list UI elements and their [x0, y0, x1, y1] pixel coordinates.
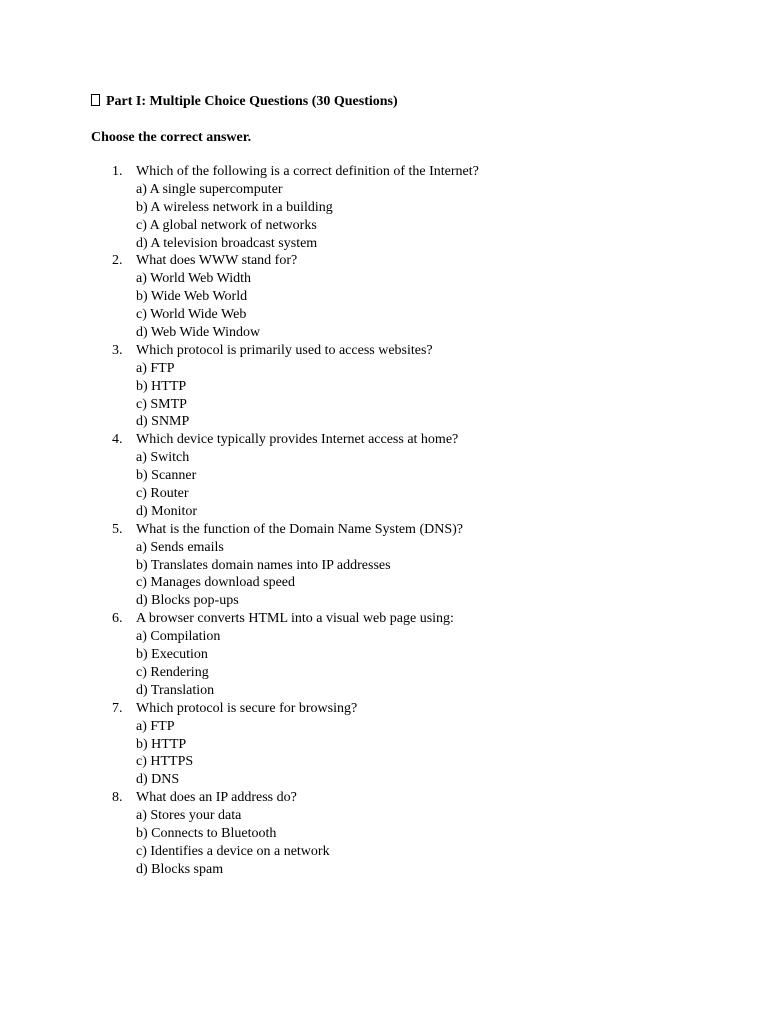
question-item: [0, 431, 768, 520]
answer-option: [0, 270, 768, 288]
answer-option: [0, 771, 768, 789]
answer-option: [0, 682, 768, 700]
answer-option-text: c) Manages download speed: [136, 575, 296, 591]
question-number: 6.: [112, 611, 123, 627]
question-text: Which protocol is secure for browsing?: [136, 700, 358, 716]
question-text: What is the function of the Domain Name System (DNS)?: [136, 521, 463, 537]
answer-option: [0, 628, 768, 646]
answer-option: [0, 485, 768, 503]
answer-option: [0, 413, 768, 431]
question-number: 8.: [112, 790, 123, 806]
answer-option: [0, 825, 768, 843]
answer-option-text: a) Sends emails: [136, 539, 224, 555]
answer-option-text: c) Rendering: [136, 664, 209, 680]
answer-option: [0, 449, 768, 467]
answer-option-text: a) World Web Width: [136, 271, 252, 287]
question-item: [0, 163, 768, 252]
answer-option-text: a) FTP: [136, 360, 175, 376]
answer-option-text: a) Compilation: [136, 629, 221, 645]
question-item: [0, 342, 768, 431]
answer-option: [0, 718, 768, 736]
question-text: Which device typically provides Internet access at home?: [136, 432, 459, 448]
question-number: 1.: [112, 164, 123, 179]
answer-option-text: b) Connects to Bluetooth: [136, 825, 277, 841]
question-list: [0, 163, 768, 879]
answer-option-text: d) Monitor: [136, 503, 198, 519]
answer-option-text: c) SMTP: [136, 396, 187, 412]
question-item: [0, 252, 768, 341]
answer-option: [0, 574, 768, 592]
question-text: What does WWW stand for?: [136, 253, 298, 269]
answer-option: [0, 199, 768, 217]
question-number: 5.: [112, 521, 123, 537]
answer-option-text: a) Stores your data: [136, 808, 242, 824]
answer-option: [0, 217, 768, 235]
answer-option-text: b) A wireless network in a building: [136, 199, 333, 215]
section-heading: [91, 92, 398, 112]
answer-option: [0, 467, 768, 485]
question-line: [0, 700, 768, 718]
answer-option-text: b) HTTP: [136, 378, 187, 394]
answer-option: [0, 843, 768, 861]
answer-option-text: c) HTTPS: [136, 754, 194, 770]
question-line: [0, 431, 768, 449]
question-line: [0, 610, 768, 628]
question-line: [0, 163, 768, 181]
answer-option-text: c) A global network of networks: [136, 217, 317, 233]
answer-option: [0, 396, 768, 414]
question-text: Which protocol is primarily used to access websites?: [136, 342, 433, 358]
question-item: [0, 610, 768, 699]
missing-glyph-box-icon: [91, 94, 100, 106]
answer-option-text: a) FTP: [136, 718, 175, 734]
answer-option: [0, 378, 768, 396]
question-number: 7.: [112, 700, 123, 716]
answer-option: [0, 324, 768, 342]
question-text: A browser converts HTML into a visual web page using:: [136, 611, 454, 627]
answer-option-text: c) World Wide Web: [136, 307, 247, 323]
answer-option-text: d) Translation: [136, 682, 215, 698]
answer-option: [0, 288, 768, 306]
answer-option: [0, 360, 768, 378]
question-line: [0, 789, 768, 807]
question-text: Which of the following is a correct definition of the Internet?: [136, 164, 479, 179]
answer-option-text: b) Execution: [136, 647, 208, 663]
answer-option-text: b) Scanner: [136, 468, 197, 484]
answer-option-text: c) Identifies a device on a network: [136, 843, 330, 859]
question-item: [0, 700, 768, 789]
question-item: [0, 789, 768, 878]
answer-option-text: c) Router: [136, 486, 189, 502]
answer-option: [0, 861, 768, 879]
answer-option: [0, 235, 768, 253]
section-instruction: Choose the correct answer.: [91, 130, 252, 145]
answer-option-text: d) DNS: [136, 772, 180, 788]
answer-option: [0, 306, 768, 324]
answer-option-text: a) A single supercomputer: [136, 181, 283, 197]
answer-option: [0, 753, 768, 771]
answer-option-text: d) Blocks pop-ups: [136, 593, 239, 609]
answer-option: [0, 557, 768, 575]
answer-option: [0, 181, 768, 199]
answer-option-text: d) A television broadcast system: [136, 235, 318, 251]
answer-option: [0, 736, 768, 754]
section-title: Part I: Multiple Choice Questions (30 Questions): [106, 94, 398, 109]
question-item: [0, 521, 768, 610]
answer-option-text: b) Wide Web World: [136, 289, 248, 305]
question-text: What does an IP address do?: [136, 790, 297, 806]
answer-option: [0, 646, 768, 664]
question-number: 4.: [112, 432, 123, 448]
answer-option-text: d) Web Wide Window: [136, 325, 261, 341]
question-number: 3.: [112, 342, 123, 358]
answer-option-text: a) Switch: [136, 450, 190, 466]
answer-option: [0, 592, 768, 610]
answer-option: [0, 503, 768, 521]
answer-option-text: d) Blocks spam: [136, 861, 224, 877]
question-line: [0, 342, 768, 360]
question-number: 2.: [112, 253, 123, 269]
answer-option-text: d) SNMP: [136, 414, 190, 430]
answer-option: [0, 539, 768, 557]
question-line: [0, 252, 768, 270]
question-line: [0, 521, 768, 539]
answer-option: [0, 807, 768, 825]
answer-option-text: b) HTTP: [136, 736, 187, 752]
answer-option: [0, 664, 768, 682]
answer-option-text: b) Translates domain names into IP addresses: [136, 557, 391, 573]
